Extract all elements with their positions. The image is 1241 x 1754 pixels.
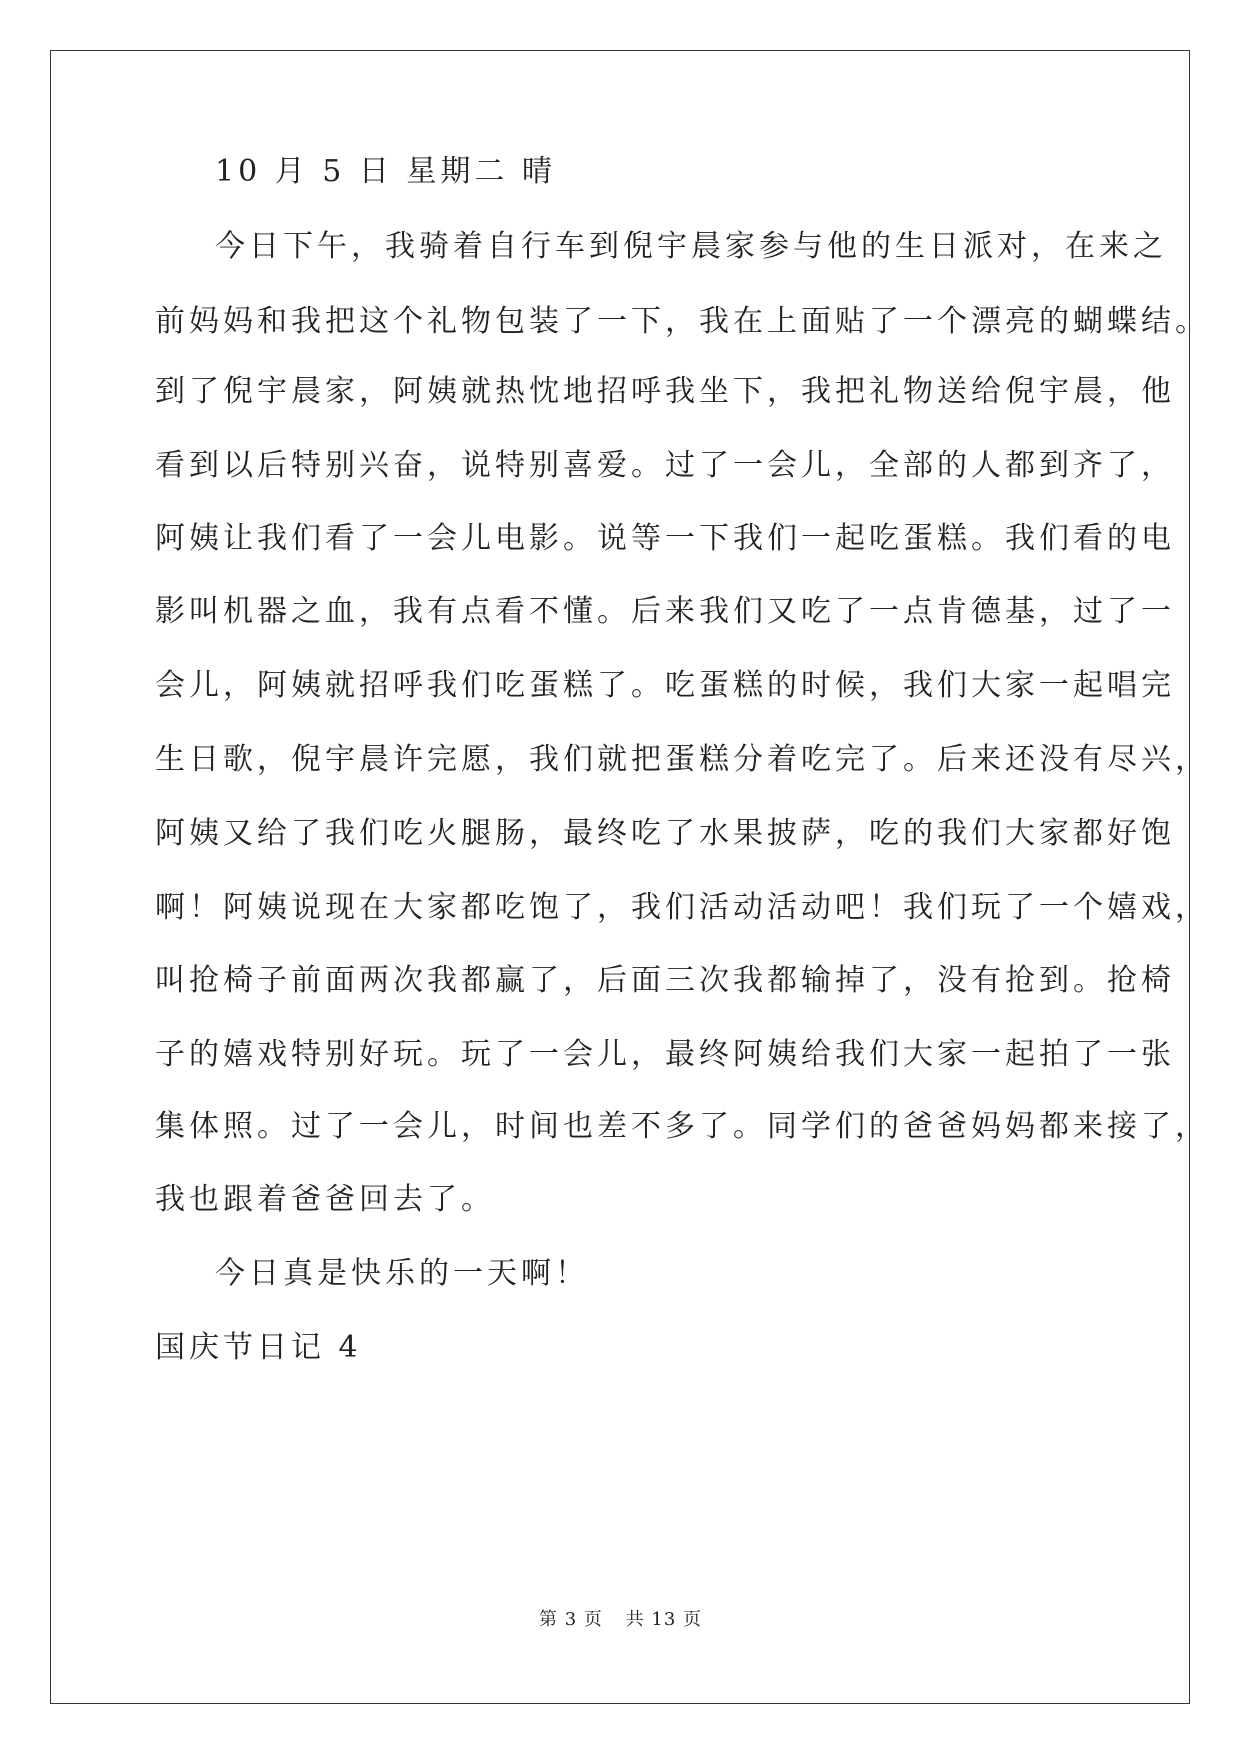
page-footer [0,1608,1241,1632]
paragraph-line: 集体照。过了一会儿，时间也差不多了。同学们的爸爸妈妈都来接了， [155,1109,1209,1144]
paragraph-line: 今日下午，我骑着自行车到倪宇晨家参与他的生日派对，在来之 [215,229,1167,264]
closing-line: 今日真是快乐的一天啊！ [215,1256,589,1291]
paragraph-line: 前妈妈和我把这个礼物包装了一下，我在上面贴了一个漂亮的蝴蝶结。 [155,304,1209,339]
page-number-total: 共 13 页 [625,1609,702,1630]
page-number-current: 第 3 页 [539,1609,603,1630]
paragraph-line: 阿姨又给了我们吃火腿肠，最终吃了水果披萨，吃的我们大家都好饱 [155,816,1175,851]
paragraph-line: 到了倪宇晨家，阿姨就热忱地招呼我坐下，我把礼物送给倪宇晨，他 [155,374,1175,409]
page-border [50,50,1190,1704]
paragraph-line: 生日歌，倪宇晨许完愿，我们就把蛋糕分着吃完了。后来还没有尽兴， [155,742,1209,777]
paragraph-line: 我也跟着爸爸回去了。 [155,1182,495,1217]
paragraph-line: 子的嬉戏特别好玩。玩了一会儿，最终阿姨给我们大家一起拍了一张 [155,1037,1175,1072]
paragraph-line: 叫抢椅子前面两次我都赢了，后面三次我都输掉了，没有抢到。抢椅 [155,963,1175,998]
diary-date-line: 10 月 5 日 星期二 晴 [215,154,556,189]
paragraph-line: 会儿，阿姨就招呼我们吃蛋糕了。吃蛋糕的时候，我们大家一起唱完 [155,668,1175,703]
paragraph-line: 看到以后特别兴奋，说特别喜爱。过了一会儿，全部的人都到齐了， [155,448,1175,483]
paragraph-line: 影叫机器之血，我有点看不懂。后来我们又吃了一点肯德基，过了一 [155,594,1175,629]
next-section-heading: 国庆节日记 4 [155,1330,362,1365]
paragraph-line: 啊！阿姨说现在大家都吃饱了，我们活动活动吧！我们玩了一个嬉戏， [155,890,1209,925]
paragraph-line: 阿姨让我们看了一会儿电影。说等一下我们一起吃蛋糕。我们看的电 [155,521,1175,556]
